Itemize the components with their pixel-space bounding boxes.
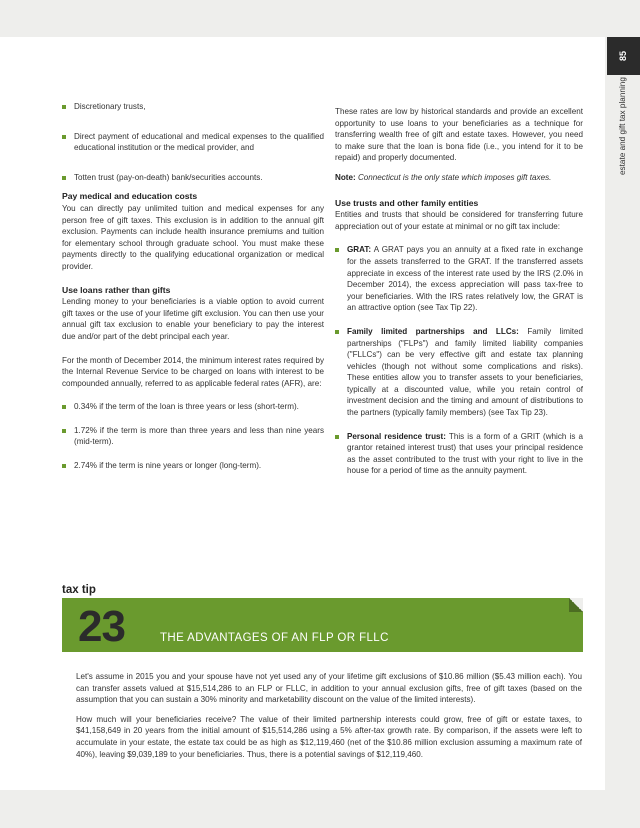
- section-heading-loans: Use loans rather than gifts: [62, 284, 171, 295]
- entity-bullet-flp: [335, 326, 583, 419]
- tax-tip-body: [76, 671, 582, 760]
- running-title: estate and gift tax planning: [618, 77, 627, 175]
- section-heading-medical: Pay medical and education costs: [62, 191, 198, 202]
- page-number: 85: [618, 50, 629, 62]
- entity-term: Family limited partnerships and LLCs:: [347, 326, 519, 336]
- page-number-tab: [607, 37, 640, 75]
- bullet-item: Discretionary trusts,: [62, 101, 324, 113]
- tax-tip-label: tax tip: [62, 584, 96, 596]
- tax-tip-paragraph-1: Let's assume in 2015 you and your spouse have not yet used any of your lifetime gift exclusions of $10.86 million ($5.43 million each). You can transfer assets valued at $15,514,286 to an FLP or FLLC, in addition to your annual exclusion gifts, free of gift taxes (based on the assumption that you can sustain a 30% minority and marketability discount on the value of the limited interests).: [76, 672, 582, 705]
- note-label: Note:: [335, 172, 356, 182]
- tax-tip-title: THE ADVANTAGES OF AN FLP OR FLLC: [160, 632, 389, 644]
- entity-text: A GRAT pays you an annuity at a fixed rate in exchange for the assets transferred to the GRAT. If the transferred assets appreciate in excess of the interest rate used by the IRS (2.0% in December 2014), the excess appreciation will pass tax-free to your beneficiaries. With the IRS rates relatively low, the GRAT is an attractive option (see Tax Tip 22).: [347, 245, 583, 313]
- trusts-paragraph: Entities and trusts that should be considered for transferring future appreciation out of your estate at minimal or no gift tax include:: [335, 210, 583, 231]
- rate-bullet: 0.34% if the term of the loan is three years or less (short-term).: [62, 401, 324, 413]
- banner-fold-corner: [569, 598, 583, 612]
- left-column: [62, 101, 324, 472]
- rate-bullet: 1.72% if the term is more than three years and less than nine years (mid-term).: [62, 425, 324, 448]
- entity-term: GRAT:: [347, 245, 372, 255]
- entity-bullet-residence: [335, 431, 583, 477]
- running-title-box: [617, 77, 631, 175]
- section-heading-trusts: Use trusts and other family entities: [335, 197, 479, 208]
- entity-bullet-grat: [335, 244, 583, 314]
- bullet-item: Totten trust (pay-on-death) bank/securities accounts.: [62, 172, 324, 184]
- rate-bullet: 2.74% if the term is nine years or longer (long-term).: [62, 460, 324, 472]
- right-column: [335, 106, 583, 477]
- entity-term: Personal residence trust:: [347, 431, 446, 441]
- medical-paragraph: You can directly pay unlimited tuition and medical expenses for any person free of gift taxes. This exclusion is in addition to the annual gift exclusion. Payments can include health insurance premiums and tuition for elementary school through graduate school. You must make these payments directly to the qualifying educational organization or medical provider.: [62, 203, 324, 271]
- entity-text: Family limited partnerships ("FLPs") and family limited liability companies ("FLLCs") can be very effective gift and estate tax planning vehicles (though not without some complications and risks). These entities allow you to transfer assets to your beneficiaries, typically at a discounted value, while you retain control of investment decision and the timing and amount of distributions to the partners (typically family members) (see Tax Tip 23).: [347, 326, 583, 418]
- loans-paragraph-2: For the month of December 2014, the minimum interest rates required by the Internal Revenue Service to be charged on loans with interest to be compounded annually, referred to as applicable federal rates (AFR), are:: [62, 355, 324, 388]
- tax-tip-paragraph-2: How much will your beneficiaries receive? The value of their limited partnership interests could grow, free of gift or estate taxes, to $41,158,649 in 20 years from the initial amount of $15,514,286 using a 5% after-tax growth rate. By comparison, if the assets were left to accumulate in your estate, the estate tax could be as high as $12,119,460 (net of the $10.86 million exclusion assuming a maximum rate of 40%), leaving $9,039,189 to your beneficiaries. Thus, there is a potential savings of $12,119,460.: [76, 714, 582, 759]
- tax-tip-number: 23: [78, 602, 125, 651]
- rates-paragraph: These rates are low by historical standards and provide an excellent opportunity to use loans to your beneficiaries as a technique for transferring wealth free of gift and estate taxes. However, you need to make sure that the loan is bona fide (i.e., you intend for it to be repaid) and properly documented.: [335, 107, 583, 163]
- bullet-item: Direct payment of educational and medical expenses to the qualified educational institution or the medical provider, and: [62, 131, 324, 154]
- loans-paragraph-1: Lending money to your beneficiaries is a viable option to avoid current gift taxes or the use of your lifetime gift exclusion. You can then use your annual gift tax exclusion to enable your beneficiary to pay the interest due and/or part of the debt principal each year.: [62, 297, 324, 341]
- note-paragraph: [335, 172, 583, 184]
- note-text: Connecticut is the only state which imposes gift taxes.: [357, 172, 552, 182]
- entity-text: This is a form of a GRIT (which is a grantor retained interest trust) that uses your principal residence as the asset contributed to the trust with your right to live in the house for a period of time as the annuity payment.: [347, 431, 583, 476]
